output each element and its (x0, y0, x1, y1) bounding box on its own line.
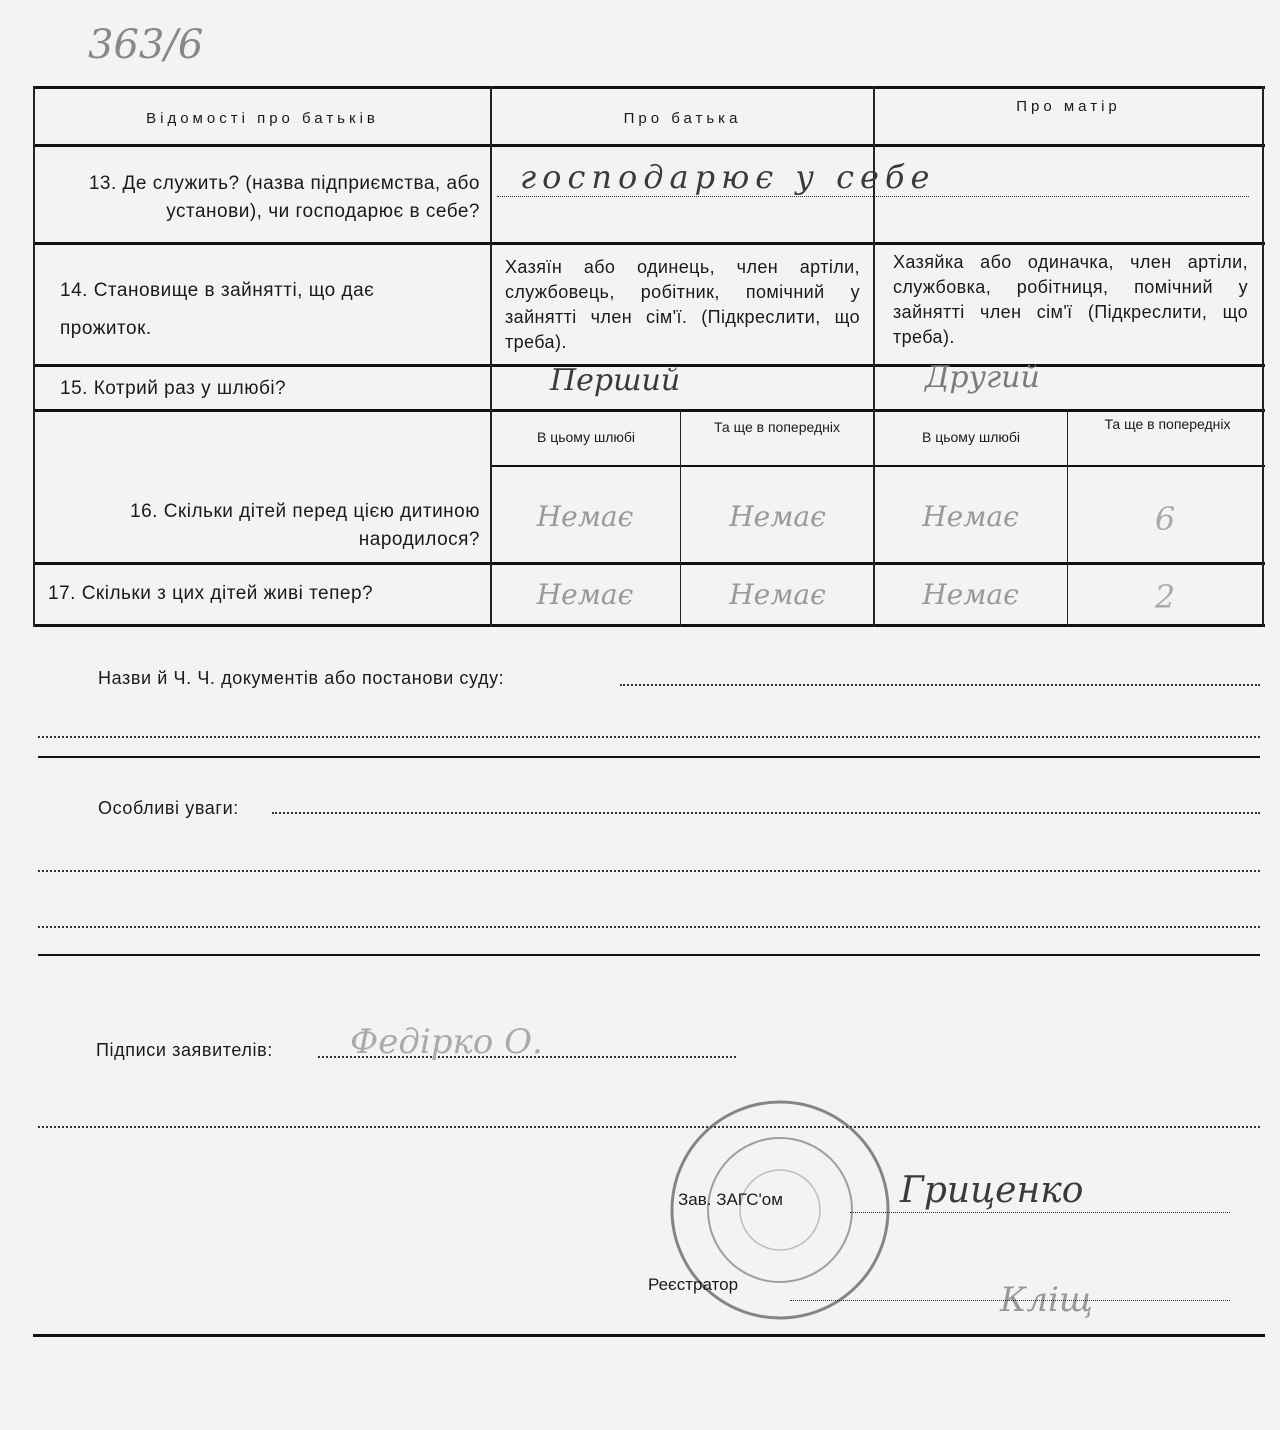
subheader-father-previous: Та ще в попередніх (714, 419, 840, 435)
children-alive-mother-previous: 2 (1154, 578, 1176, 616)
children-alive-father-previous: Немає (729, 578, 826, 611)
registrar-label: Реєстратор (648, 1275, 739, 1294)
header-mother: Про матір (1016, 98, 1121, 115)
children-alive-father-this: Немає (536, 578, 634, 611)
head-signature-line (850, 1212, 1230, 1213)
children-born-father-this: Немає (536, 500, 634, 533)
documents-line-2 (38, 736, 1260, 738)
question-17: 17. Скільки з цих дітей живі тепер? (48, 583, 374, 604)
mother-marriage-count: Другий (925, 360, 1040, 395)
subheader-mother-this-marriage: В цьому шлюбі (921, 429, 1021, 445)
documents-line (620, 684, 1260, 686)
question-13: 13. Де служить? (назва підприємства, або установи), чи господарює в себе? (88, 173, 480, 222)
archive-number: 363/6 (88, 22, 204, 68)
children-born-father-previous: Немає (729, 500, 826, 533)
father-marriage-count: Перший (550, 363, 681, 398)
subheader-father-this-marriage: В цьому шлюбі (536, 429, 636, 445)
children-born-mother-this: Немає (922, 500, 1019, 533)
signatures-label: Підписи заявителів: (96, 1040, 273, 1060)
header-parents-info: Відомості про батьків (146, 110, 379, 127)
head-signature: Гриценко (900, 1170, 1084, 1211)
bottom-divider (33, 1334, 1265, 1337)
registrar-signature-line (790, 1300, 1230, 1301)
question-16: 16. Скільки дітей перед цією дитиною народилося? (130, 501, 480, 550)
head-label: Зав. ЗАГС'ом (678, 1190, 783, 1209)
father-occupation-options: Хазяїн або одинець, член артіли, службовець, робітник, помічний у зайнятті член сім'ї. (Підкреслити, що треба). (505, 257, 860, 352)
children-alive-mother-this: Немає (922, 578, 1019, 611)
remarks-line-3 (38, 926, 1260, 928)
question-15: 15. Котрий раз у шлюбі? (60, 378, 287, 399)
remarks-line-2 (38, 870, 1260, 872)
question-14: 14. Становище в зайнятті, що дає прожиток. (60, 280, 375, 339)
signatures-line-2 (38, 1126, 1260, 1128)
remarks-label: Особливі уваги: (98, 798, 239, 818)
mother-occupation-options: Хазяйка або одиначка, член артіли, службовка, робітниця, помічний у зайнятті член сім'ї (Підкреслити, що треба). (893, 252, 1248, 347)
divider (38, 954, 1260, 956)
header-father: Про батька (623, 110, 742, 127)
divider (38, 756, 1260, 758)
children-born-mother-previous: 6 (1154, 500, 1176, 538)
applicant-signature: Федірко О. (350, 1022, 543, 1062)
subheader-mother-previous: Та ще в попередніх (1104, 416, 1231, 432)
registrar-signature: Кліщ (1000, 1280, 1093, 1320)
documents-label: Назви й Ч. Ч. документів або постанови суду: (98, 668, 505, 688)
remarks-line (272, 812, 1260, 814)
answer-13: господарює у себе (520, 158, 936, 196)
